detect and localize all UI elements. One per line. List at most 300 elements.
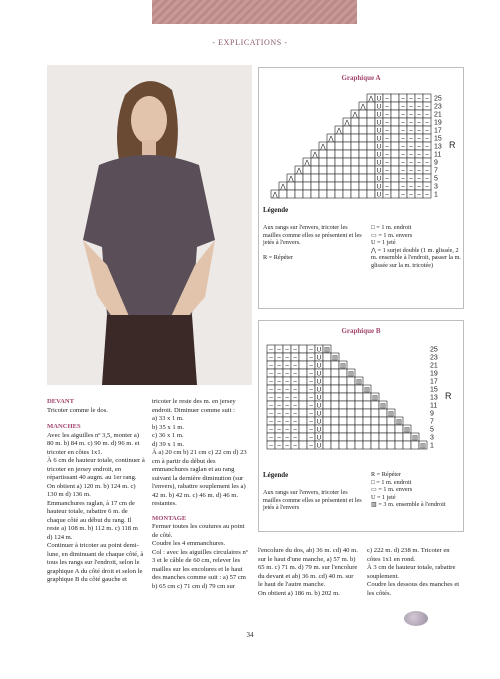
chart-cell (319, 150, 327, 158)
chart-cell (351, 158, 359, 166)
chart-cell (355, 433, 363, 441)
chart-cell (359, 110, 367, 118)
chart-symbol: – (277, 354, 281, 362)
chart-symbol: – (285, 362, 289, 370)
chart-symbol: – (409, 95, 413, 103)
chart-cell (351, 150, 359, 158)
chart-cell (339, 409, 347, 417)
chart-symbol: ▥ (347, 370, 355, 378)
chart-symbol: ▥ (355, 378, 363, 386)
chart-cell (347, 417, 355, 425)
chart-symbol: – (425, 135, 429, 143)
chart-cell (287, 182, 295, 190)
chart-cell (343, 190, 351, 198)
chart-row-label: 17 (434, 127, 442, 135)
chart-cell (319, 158, 327, 166)
chart-cell (319, 182, 327, 190)
chart-cell (303, 166, 311, 174)
col4-p1: c) 222 m. d) 238 m. Tricoter en côtes 1x1 en rond. (367, 547, 450, 563)
chart-cell (391, 118, 399, 126)
chart-row-label: 15 (430, 386, 438, 394)
chart-symbol: – (277, 362, 281, 370)
chart-cell (363, 425, 371, 433)
chart-symbol: – (417, 151, 421, 159)
chart-symbol: – (425, 127, 429, 135)
chart-cell (391, 110, 399, 118)
chart-symbol: – (409, 111, 413, 119)
chart-symbol: – (309, 426, 313, 434)
chart-cell (295, 174, 303, 182)
chart-symbol: – (269, 346, 273, 354)
chart-cell (299, 441, 307, 449)
legend-b-key-jete: U = 1 jeté (371, 493, 396, 501)
chart-cell (327, 174, 335, 182)
chart-cell (379, 409, 387, 417)
chart-cell (327, 158, 335, 166)
chart-cell (303, 190, 311, 198)
legend-b-key-3m-ensemble: ▥ = 3 m. ensemble à l'endroit (371, 501, 446, 509)
chart-symbol: ⋀ (352, 111, 358, 119)
chart-cell (335, 142, 343, 150)
chart-cell (331, 417, 339, 425)
chart-cell (403, 441, 411, 449)
chart-row-label: 9 (430, 410, 434, 418)
chart-row-label: 1 (434, 191, 438, 199)
chart-cell (363, 441, 371, 449)
chart-cell (343, 182, 351, 190)
chart-symbol: ▥ (379, 402, 387, 410)
chart-symbol: ▥ (371, 394, 379, 402)
legend-b-key-endroit: □ = 1 m. endroit (371, 478, 412, 486)
chart-symbol: – (269, 410, 273, 418)
chart-symbol: ▥ (387, 410, 395, 418)
chart-cell (391, 142, 399, 150)
chart-symbol: – (425, 111, 429, 119)
chart-symbol: – (293, 346, 297, 354)
chart-symbol: – (309, 370, 313, 378)
chart-cell (367, 190, 375, 198)
chart-cell (279, 190, 287, 198)
chart-symbol: U (376, 167, 382, 175)
chart-symbol: U (316, 362, 322, 370)
chart-symbol: U (316, 354, 322, 362)
chart-cell (299, 369, 307, 377)
chart-cell (343, 126, 351, 134)
chart-cell (319, 190, 327, 198)
chart-cell (367, 174, 375, 182)
chart-cell (311, 158, 319, 166)
chart-symbol: – (385, 151, 389, 159)
chart-symbol: – (285, 378, 289, 386)
chart-cell (323, 417, 331, 425)
chart-cell (367, 126, 375, 134)
manches-p5: Continuer à tricoter au point demi-lune, en diminuant de chaque côté, à tous les rangs sur l'endroit, selon le graphique A du côté droit et selon le graphique B du côté gauche et (47, 542, 144, 583)
col2-list-b: b) 35 x 1 m. (152, 423, 185, 431)
chart-symbol: – (285, 346, 289, 354)
chart-symbol: – (417, 111, 421, 119)
chart-cell (339, 369, 347, 377)
chart-cell (371, 441, 379, 449)
chart-cell (303, 182, 311, 190)
section-header: - EXPLICATIONS - (212, 38, 288, 47)
col2-p5: Col : avec les aiguilles circulaires nº 3 et le câble de 60 cm, relever les mailles sur les encolures et le haut des manches comme suit : a) 57 cm b) 65 cm c) 71 cm d) 79 cm sur (152, 548, 248, 590)
chart-symbol: – (417, 119, 421, 127)
chart-cell (347, 377, 355, 385)
chart-symbol: – (269, 402, 273, 410)
chart-cell (319, 174, 327, 182)
manches-p1: Avec les aiguilles nº 3,5, monter a) 80 m. b) 84 m. c) 90 m. d) 96 m. et tricoter en côtes 1x1. (47, 431, 140, 456)
chart-row-label: 17 (430, 378, 438, 386)
chart-symbol: ⋀ (320, 143, 326, 151)
chart-row-label: 23 (434, 103, 442, 111)
chart-cell (367, 110, 375, 118)
chart-symbol: ⋀ (272, 191, 278, 199)
chart-symbol: – (285, 426, 289, 434)
chart-cell (391, 190, 399, 198)
chart-cell (339, 433, 347, 441)
chart-symbol: – (293, 354, 297, 362)
chart-cell (299, 377, 307, 385)
chart-symbol: U (376, 111, 382, 119)
chart-symbol: – (401, 159, 405, 167)
chart-symbol: – (293, 370, 297, 378)
chart-cell (339, 425, 347, 433)
chart-symbol: – (309, 394, 313, 402)
chart-cell (395, 441, 403, 449)
chart-row-label: 15 (434, 135, 442, 143)
legend-a-heading: Légende (263, 206, 289, 214)
chart-symbol: – (417, 135, 421, 143)
chart-symbol: – (285, 354, 289, 362)
chart-symbol: ▥ (339, 362, 347, 370)
chart-cell (299, 385, 307, 393)
chart-symbol: – (425, 167, 429, 175)
chart-symbol: U (316, 426, 322, 434)
chart-symbol: – (309, 410, 313, 418)
chart-symbol: – (277, 402, 281, 410)
chart-symbol: – (385, 191, 389, 199)
chart-cell (339, 441, 347, 449)
chart-cell (387, 425, 395, 433)
legend-b-note: Aux rangs sur l'envers, tricoter les mailles comme elles se présentent et les jetés à l'envers (263, 489, 362, 512)
chart-symbol: – (309, 386, 313, 394)
chart-symbol: – (409, 143, 413, 151)
chart-cell (347, 441, 355, 449)
chart-symbol: – (417, 191, 421, 199)
chart-cell (391, 102, 399, 110)
legend-a-key-jete: U = 1 jeté (371, 239, 396, 247)
col3-p2: On obtient a) 186 m. b) 202 m. (258, 589, 340, 597)
chart-cell (295, 190, 303, 198)
chart-symbol: U (316, 346, 322, 354)
chart-cell (387, 433, 395, 441)
chart-symbol: U (376, 191, 382, 199)
col2-p3: Fermer toutes les coutures au point de côté. (152, 523, 245, 539)
chart-cell (355, 401, 363, 409)
chart-cell (359, 158, 367, 166)
chart-cell (359, 142, 367, 150)
chart-cell (355, 385, 363, 393)
chart-symbol: – (417, 127, 421, 135)
chart-symbol: – (293, 418, 297, 426)
chart-cell (371, 409, 379, 417)
chart-cell (299, 409, 307, 417)
chart-cell (351, 182, 359, 190)
chart-cell (347, 385, 355, 393)
model-illustration (47, 65, 252, 385)
chart-symbol: U (316, 402, 322, 410)
chart-symbol: – (417, 159, 421, 167)
chart-cell (343, 158, 351, 166)
chart-cell (343, 174, 351, 182)
legend-b-key-envers: ▭ = 1 m. envers (371, 486, 413, 494)
chart-symbol: ▥ (411, 434, 419, 442)
chart-cell (311, 174, 319, 182)
chart-symbol: – (417, 183, 421, 191)
chart-symbol: – (425, 143, 429, 151)
chart-cell (339, 385, 347, 393)
chart-cell (371, 417, 379, 425)
chart-cell (391, 158, 399, 166)
chart-cell (391, 174, 399, 182)
chart-symbol: – (425, 119, 429, 127)
chart-cell (299, 425, 307, 433)
chart-cell (323, 353, 331, 361)
chart-symbol: – (309, 378, 313, 386)
devant-heading: DEVANT (47, 398, 74, 405)
chart-row-label: 25 (430, 346, 438, 354)
chart-cell (391, 150, 399, 158)
chart-cell (387, 441, 395, 449)
chart-cell (331, 441, 339, 449)
col3-p1: l'encolure du dos, ab) 36 m. cd) 40 m. sur le haut d'une manche, a) 57 m. b) 65 m. c) 71 m. d) 79 m. sur l'encolure du devant et ab) 36 m. cd) 40 m. sur le haut de l'autre manche. (258, 547, 358, 588)
column-1 (47, 398, 145, 585)
chart-symbol: – (269, 370, 273, 378)
chart-cell (287, 190, 295, 198)
legend-a-key-endroit: □ = 1 m. endroit (371, 224, 412, 231)
chart-symbol: ⋀ (304, 159, 310, 167)
chart-symbol: – (409, 175, 413, 183)
chart-cell (335, 150, 343, 158)
chart-cell (331, 361, 339, 369)
chart-cell (371, 401, 379, 409)
montage-heading: MONTAGE (152, 514, 187, 522)
chart-cell (371, 433, 379, 441)
chart-symbol: ⋀ (328, 135, 334, 143)
chart-cell (387, 417, 395, 425)
chart-cell (355, 393, 363, 401)
chart-cell (367, 182, 375, 190)
chart-symbol: – (401, 175, 405, 183)
chart-cell (343, 134, 351, 142)
chart-cell (391, 126, 399, 134)
chart-cell (327, 182, 335, 190)
legend-a-keys (371, 224, 461, 270)
chart-symbol: ▥ (419, 442, 427, 450)
legend-b-key-repeat: R = Répéter (371, 471, 401, 478)
chart-cell (327, 166, 335, 174)
chart-symbol: – (401, 103, 405, 111)
chart-cell (343, 166, 351, 174)
chart-row-label: 21 (430, 362, 438, 370)
chart-symbol: – (409, 191, 413, 199)
chart-symbol: U (316, 418, 322, 426)
chart-symbol: – (385, 159, 389, 167)
chart-symbol: – (277, 370, 281, 378)
chart-cell (323, 361, 331, 369)
chart-symbol: ▥ (395, 418, 403, 426)
chart-cell (367, 166, 375, 174)
chart-row-label: 13 (430, 394, 438, 402)
graphique-b-title: Graphique B (341, 327, 381, 335)
chart-cell (335, 182, 343, 190)
chart-symbol: – (269, 378, 273, 386)
chart-symbol: – (269, 426, 273, 434)
chart-symbol: – (385, 111, 389, 119)
chart-cell (351, 174, 359, 182)
page-number: 34 (246, 631, 254, 639)
chart-symbol: – (293, 434, 297, 442)
chart-row-label: 19 (430, 370, 438, 378)
chart-cell (323, 369, 331, 377)
chart-cell (335, 166, 343, 174)
chart-symbol: – (285, 370, 289, 378)
chart-symbol: ⋀ (344, 119, 350, 127)
chart-symbol: – (385, 95, 389, 103)
chart-cell (343, 150, 351, 158)
chart-cell (391, 166, 399, 174)
chart-cell (367, 158, 375, 166)
chart-symbol: – (425, 95, 429, 103)
chart-symbol: – (277, 346, 281, 354)
chart-symbol: – (293, 410, 297, 418)
chart-symbol: ⋀ (360, 103, 366, 111)
graphique-a-title: Graphique A (341, 74, 381, 82)
chart-row-label: 3 (434, 183, 438, 191)
chart-cell (311, 190, 319, 198)
chart-symbol: U (316, 378, 322, 386)
chart-cell (327, 150, 335, 158)
chart-row-label: 25 (434, 95, 442, 103)
chart-cell (299, 393, 307, 401)
chart-row-label: 21 (434, 111, 442, 119)
manches-p2: À 6 cm de hauteur totale, continuer à tricoter en jersey endroit, en répartissant 40 augm. au 1er rang. (47, 457, 145, 481)
chart-symbol: ⋀ (336, 127, 342, 135)
chart-symbol: – (401, 95, 405, 103)
chart-symbol: – (401, 127, 405, 135)
chart-symbol: – (409, 119, 413, 127)
chart-symbol: – (309, 354, 313, 362)
chart-symbol: – (401, 135, 405, 143)
chart-cell (355, 409, 363, 417)
chart-cell (303, 174, 311, 182)
chart-cell (323, 385, 331, 393)
chart-symbol: ⋀ (280, 183, 286, 191)
chart-symbol: U (376, 119, 382, 127)
chart-cell (331, 385, 339, 393)
legend-a-repeat: R = Répéter (263, 254, 293, 261)
chart-row-label: 23 (430, 354, 438, 362)
chart-cell (299, 345, 307, 353)
chart-cell (359, 150, 367, 158)
chart-symbol: – (385, 135, 389, 143)
yarn-ball-icon (404, 611, 428, 626)
yarn-swatch-image (152, 0, 357, 24)
chart-symbol: – (269, 418, 273, 426)
chart-symbol: – (277, 426, 281, 434)
chart-symbol: – (309, 402, 313, 410)
chart-symbol: – (277, 394, 281, 402)
chart-symbol: – (385, 183, 389, 191)
chart-symbol: – (277, 434, 281, 442)
chart-cell (311, 166, 319, 174)
chart-symbol: – (285, 394, 289, 402)
chart-cell (395, 433, 403, 441)
legend-a-key-surjet: ⋀ = 1 surjet double (1 m. glissée, 2 m. ensemble à l'endroit, passer la m. glissée sur la m. tricotée) (371, 246, 461, 269)
chart-cell (323, 401, 331, 409)
chart-symbol: U (376, 151, 382, 159)
chart-cell (347, 393, 355, 401)
chart-row-label: 11 (434, 151, 442, 159)
chart-cell (335, 174, 343, 182)
chart-symbol: – (409, 135, 413, 143)
chart-cell (363, 417, 371, 425)
chart-cell (367, 134, 375, 142)
chart-cell (347, 425, 355, 433)
chart-symbol: – (309, 362, 313, 370)
col2-list-d: d) 39 x 1 m. (152, 440, 185, 448)
chart-symbol: – (277, 378, 281, 386)
chart-symbol: – (285, 386, 289, 394)
chart-symbol: – (309, 418, 313, 426)
chart-symbol: – (277, 386, 281, 394)
column-2 (152, 398, 252, 591)
chart-symbol: – (385, 119, 389, 127)
chart-symbol: U (376, 159, 382, 167)
chart-cell (355, 441, 363, 449)
chart-symbol: – (269, 362, 273, 370)
chart-symbol: – (409, 159, 413, 167)
chart-cell (335, 158, 343, 166)
chart-symbol: – (409, 151, 413, 159)
chart-row-label: 1 (430, 442, 434, 450)
chart-symbol: U (376, 143, 382, 151)
chart-symbol: – (409, 167, 413, 175)
chart-cell (367, 118, 375, 126)
chart-cell (299, 433, 307, 441)
chart-symbol: U (316, 434, 322, 442)
chart-cell (347, 433, 355, 441)
chart-symbol: – (293, 362, 297, 370)
chart-cell (371, 425, 379, 433)
chart-row-label: 3 (430, 434, 434, 442)
chart-cell (331, 425, 339, 433)
chart-symbol: – (385, 167, 389, 175)
chart-symbol: U (376, 127, 382, 135)
chart-cell (299, 401, 307, 409)
chart-symbol: – (409, 127, 413, 135)
chart-cell (327, 190, 335, 198)
chart-symbol: – (269, 434, 273, 442)
chart-symbol: – (385, 143, 389, 151)
col4-p3: Coudre les dessous des manches et les côtés. (367, 581, 460, 597)
chart-symbol: – (425, 175, 429, 183)
chart-symbol: – (385, 127, 389, 135)
chart-symbol: – (425, 191, 429, 199)
chart-cell (379, 425, 387, 433)
chart-cell (343, 142, 351, 150)
chart-symbol: – (277, 410, 281, 418)
